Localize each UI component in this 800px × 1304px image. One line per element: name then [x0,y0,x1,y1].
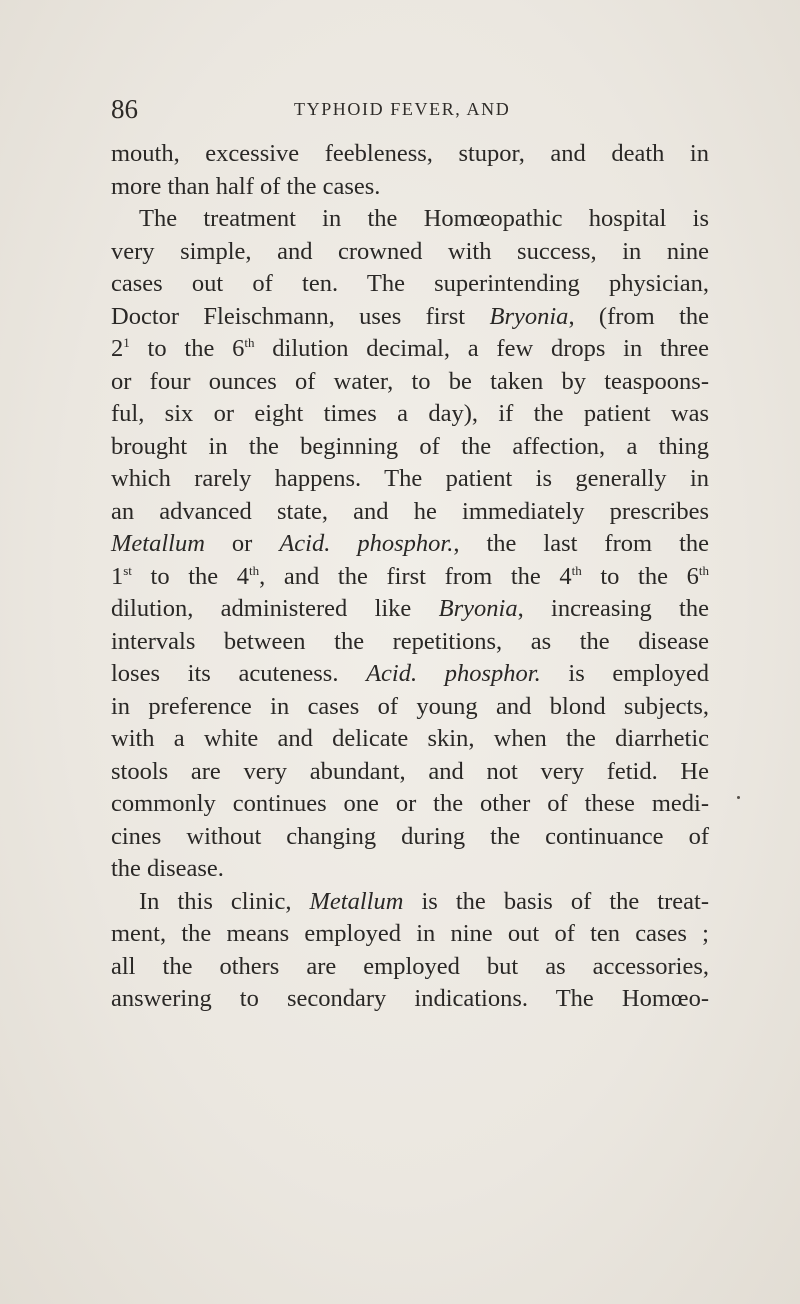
text-line [111,593,709,626]
superscript: th [244,335,255,350]
page-number: 86 [111,94,138,124]
text-run: , and the first from the 4 [259,562,572,590]
text-line: ment, the means employed in nine out of ten cases ; [111,920,709,947]
text-run: to the 6 [581,562,699,590]
text-line: the disease. [111,855,224,882]
text-line: commonly continues one or the other of these medi- [111,790,709,817]
text-run: to the 6 [129,335,245,362]
text-run: In this clinic, [139,887,310,915]
text-line [111,333,709,366]
superscript: th [249,562,260,578]
text-line [111,886,709,919]
italic-term: Acid. phosphor. [366,660,541,687]
text-line: in preference in cases of young and blond subjects, [111,692,709,720]
running-head: TYPHOID FEVER, AND [294,99,511,119]
body-text [111,138,709,1016]
text-run: , (from the [568,302,710,330]
text-line: or four ounces of water, to be taken by teaspoons- [111,367,709,395]
text-run: is employed [540,660,709,687]
text-run: or [204,530,280,557]
text-line: mouth, excessive feebleness, stupor, and death in [111,140,709,167]
text-line: cines without changing during the continuance of [111,822,709,850]
text-line: all the others are employed but as accessories, [111,952,709,980]
text-line [111,658,709,691]
text-run: loses its acuteness. [111,660,367,687]
text-run: is the basis of the treat- [403,887,709,915]
superscript: 1 [123,335,130,350]
text-run: dilution decimal, a few drops in three [254,335,709,362]
text-line: intervals between the repetitions, as the disease [111,627,709,655]
text-run: , increasing the [517,595,709,622]
text-line: which rarely happens. The patient is generally in [111,465,709,492]
italic-term: Bryonia [489,302,569,330]
text-line [111,561,709,594]
superscript: th [571,562,582,578]
text-run: 1 [111,562,124,590]
text-line: an advanced state, and he immediately prescribes [111,497,709,525]
paper-speck [737,796,740,799]
text-line: with a white and delicate skin, when the diarrhetic [111,725,709,752]
text-line: stools are very abundant, and not very fetid. He [111,757,709,785]
text-line: answering to secondary indications. The Homœo- [111,985,709,1012]
superscript: st [123,562,132,578]
italic-term: Metallum [309,887,404,915]
text-line: very simple, and crowned with success, in nine [111,237,709,265]
text-line: cases out of ten. The superintending physician, [111,270,709,297]
text-line: more than half of the cases. [111,172,381,200]
italic-term: Acid. phosphor. [279,530,454,557]
italic-term: Metallum [111,530,205,557]
text-run: 2 [111,335,124,362]
text-run: , the last from the [453,530,709,557]
text-line [111,528,709,561]
text-run: dilution, administered like [111,595,439,622]
italic-term: Bryonia [438,595,518,622]
text-run: Doctor Fleischmann, uses first [111,302,466,330]
text-line: The treatment in the Homœopathic hospital is [139,205,709,232]
text-line [111,301,709,334]
text-run: to the 4 [131,562,250,590]
page-header [111,92,711,126]
text-line: brought in the beginning of the affection, a thing [111,432,709,460]
text-line: ful, six or eight times a day), if the patient was [111,400,709,427]
superscript: th [698,562,709,578]
